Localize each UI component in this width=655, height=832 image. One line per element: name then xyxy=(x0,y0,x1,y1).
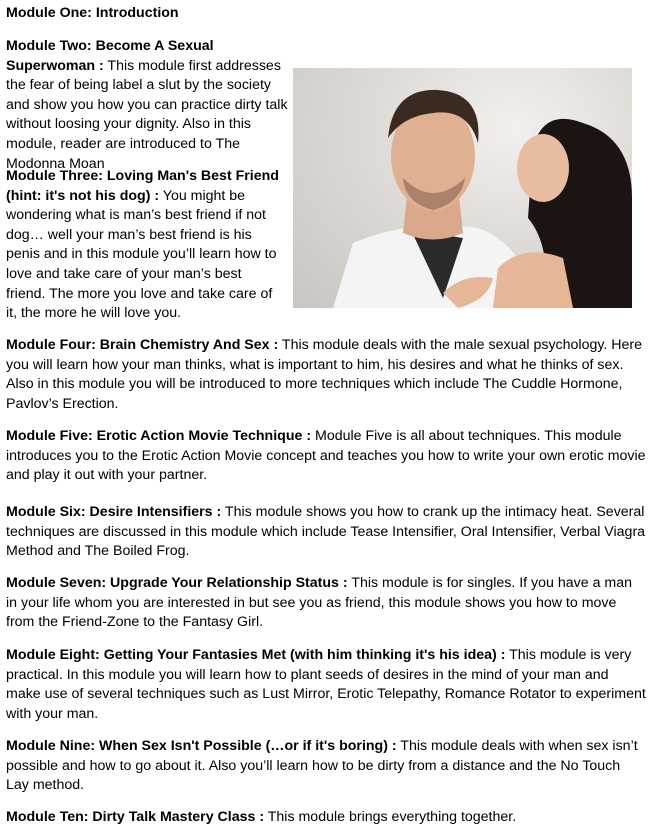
module-title: Module One: Introduction xyxy=(6,5,179,21)
module-title: Module Five: Erotic Action Movie Technique : xyxy=(6,428,312,444)
module-title: Module Four: Brain Chemistry And Sex : xyxy=(6,337,279,353)
module-body: You might be wondering what is man’s best friend if not dog… well your man’s best friend is his penis and in this module you’ll learn how to love and take care of your man’s best friend. The more you love and take care of it, the more he will love you. xyxy=(6,187,277,322)
module-body: This module shows you how to crank up the intimacy heat. Several techniques are discussed in this module which include Tease Intensifier, Oral Intensifier, Verbal Viagra Method and The Boiled Frog. xyxy=(6,504,646,560)
module-body: This module brings everything together. xyxy=(264,809,517,825)
module-six xyxy=(6,503,646,562)
module-nine xyxy=(6,737,646,796)
module-title: Module Eight: Getting Your Fantasies Met (with him thinking it's his idea) : xyxy=(6,647,506,663)
module-ten xyxy=(6,808,646,828)
module-body: This module deals with the male sexual psychology. Here you will learn how your man thinks, what is important to him, his desires and what he thinks of sex. Also in this module you will be introduced to more techniques which include The Cuddle Hormone, Pavlov’s Erection. xyxy=(6,337,643,412)
module-four xyxy=(6,336,646,414)
module-title: Module Six: Desire Intensifiers : xyxy=(6,504,222,520)
module-body: This module is for singles. If you have a man in your life whom you are interested in but see you as friend, this module shows you how to move from the Friend-Zone to the Fantasy Girl. xyxy=(6,575,633,631)
module-title: Module Ten: Dirty Talk Mastery Class : xyxy=(6,809,265,825)
module-body: Module Five is all about techniques. This module introduces you to the Erotic Action Movie concept and teaches you how to write your own erotic movie and play it out with your partner. xyxy=(6,428,646,484)
module-body: This module first addresses the fear of being label a slut by the society and show you how you can practice dirty talk without loosing your dignity. Also in this module, reader are introduced to The Modonna Moan xyxy=(6,57,288,172)
couple-illustration xyxy=(293,68,632,308)
module-body: This module is very practical. In this module you will learn how to plant seeds of desires in the mind of your man and make use of several techniques such as Lust Mirror, Erotic Telepathy, Romance Rotator to experiment with your man. xyxy=(6,647,646,722)
module-title: Module Nine: When Sex Isn't Possible (…or if it's boring) : xyxy=(6,738,397,754)
module-three xyxy=(6,167,284,324)
module-title: Module Seven: Upgrade Your Relationship Status : xyxy=(6,575,348,591)
module-eight xyxy=(6,646,646,724)
module-two-lines xyxy=(6,38,288,172)
module-seven xyxy=(6,574,646,633)
couple-photo xyxy=(293,68,632,308)
module-title: Module Three: Loving Man's Best Friend (hint: it's not his dog) : xyxy=(6,168,279,204)
woman-face-icon xyxy=(517,134,569,202)
module-body: This module deals with when sex isn’t possible and how to go about it. Also you’ll learn how to be dirty from a distance and the No Touch Lay method. xyxy=(6,738,638,794)
module-title: Module Two: Become A Sexual Superwoman : xyxy=(6,38,214,74)
module-five xyxy=(6,427,646,486)
module-one xyxy=(6,4,646,24)
